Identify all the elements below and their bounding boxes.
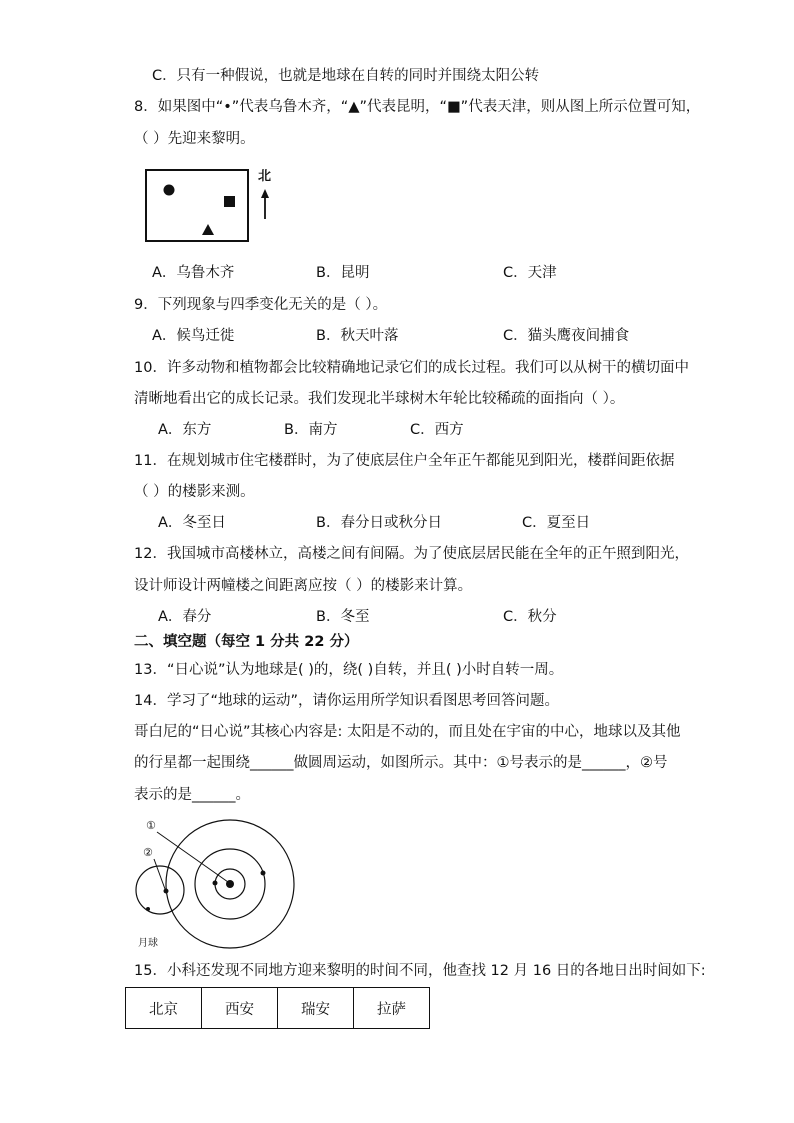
q11-option-a: A．冬至日 xyxy=(158,515,226,531)
q8-option-c: C．天津 xyxy=(503,265,557,281)
q12-option-b: B．冬至 xyxy=(316,609,370,625)
q12-option-a: A．春分 xyxy=(158,609,212,625)
q9-stem: 9．下列现象与四季变化无关的是（ ）。 xyxy=(134,297,388,313)
q8-stem-line2: （ ）先迎来黎明。 xyxy=(134,131,255,147)
q10-option-b: B．南方 xyxy=(284,422,338,438)
q7-option-c: C．只有一种假说，也就是地球在自转的同时并围绕太阳公转 xyxy=(152,68,540,84)
q11-option-b: B．春分日或秋分日 xyxy=(316,515,442,531)
urumqi-dot-symbol xyxy=(164,185,175,196)
label-2-leader xyxy=(154,859,165,889)
inner-planet-dot xyxy=(213,881,218,886)
diagram-label-moon: 月球 xyxy=(138,938,158,949)
q8-map-figure xyxy=(140,163,280,248)
earth-dot xyxy=(164,889,169,894)
q8-option-a: A．乌鲁木齐 xyxy=(152,265,235,281)
diagram-label-1: ① xyxy=(146,819,156,832)
diagram-label-2: ② xyxy=(143,846,153,859)
q14-stem-line4: 表示的是______。 xyxy=(134,787,250,803)
north-arrow-icon xyxy=(261,189,269,198)
q10-option-a: A．东方 xyxy=(158,422,212,438)
q9-option-b: B．秋天叶落 xyxy=(316,328,399,344)
moon-orbit xyxy=(136,866,184,914)
q8-option-b: B．昆明 xyxy=(316,265,370,281)
table-header-cell: 拉萨 xyxy=(354,988,430,1029)
q10-option-c: C．西方 xyxy=(410,422,464,438)
q9-option-a: A．候鸟迁徙 xyxy=(152,328,235,344)
kunming-triangle-symbol xyxy=(202,224,214,235)
q12-option-c: C．秋分 xyxy=(503,609,557,625)
q14-stem-line1: 14．学习了“地球的运动”，请你运用所学知识看图思考回答问题。 xyxy=(134,693,559,709)
north-label: 北 xyxy=(258,169,272,184)
q11-option-c: C．夏至日 xyxy=(522,515,591,531)
q10-stem-line2: 清晰地看出它的成长记录。我们发现北半球树木年轮比较稀疏的面指向（ ）。 xyxy=(134,391,625,407)
outer-planet-dot xyxy=(261,871,266,876)
moon-dot xyxy=(146,907,150,911)
sunrise-table xyxy=(125,987,430,1029)
section-title-fill-in: 二、填空题（每空 1 分共 22 分） xyxy=(134,634,359,650)
label-1-leader xyxy=(157,832,228,882)
table-row xyxy=(126,988,430,1029)
table-header-cell: 瑞安 xyxy=(278,988,354,1029)
q9-option-c: C．猫头鹰夜间捕食 xyxy=(503,328,630,344)
q12-stem-line2: 设计师设计两幢楼之间距离应按（ ）的楼影来计算。 xyxy=(134,578,473,594)
tianjin-square-symbol xyxy=(224,196,235,207)
q11-stem-line2: （ ）的楼影来测。 xyxy=(134,484,255,500)
q14-stem-line2: 哥白尼的“日心说”其核心内容是: 太阳是不动的，而且处在宇宙的中心，地球以及其他 xyxy=(134,724,681,740)
q10-stem-line1: 10．许多动物和植物都会比较精确地记录它们的成长过程。我们可以从树干的横切面中 xyxy=(134,360,689,376)
q11-stem-line1: 11．在规划城市住宅楼群时，为了使底层住户全年正午都能见到阳光，楼群间距依据 xyxy=(134,453,675,469)
q12-stem-line1: 12．我国城市高楼林立，高楼之间有间隔。为了使底层居民能在全年的正午照到阳光， xyxy=(134,546,689,562)
q13-stem: 13．“日心说”认为地球是( )的，绕( )自转，并且( )小时自转一周。 xyxy=(134,662,564,678)
q14-stem-line3: 的行星都一起围绕______做圆周运动，如图所示。其中：①号表示的是______，②号 xyxy=(134,755,668,771)
q8-stem-line1: 8．如果图中“•”代表乌鲁木齐，“▲”代表昆明，“■”代表天津，则从图上所示位置可知， xyxy=(134,99,701,115)
q15-stem: 15．小科还发现不同地方迎来黎明的时间不同，他查找 12 月 16 日的各地日出时间如下: xyxy=(134,963,706,979)
table-header-cell: 北京 xyxy=(126,988,202,1029)
heliocentric-diagram xyxy=(128,814,308,954)
table-header-cell: 西安 xyxy=(202,988,278,1029)
